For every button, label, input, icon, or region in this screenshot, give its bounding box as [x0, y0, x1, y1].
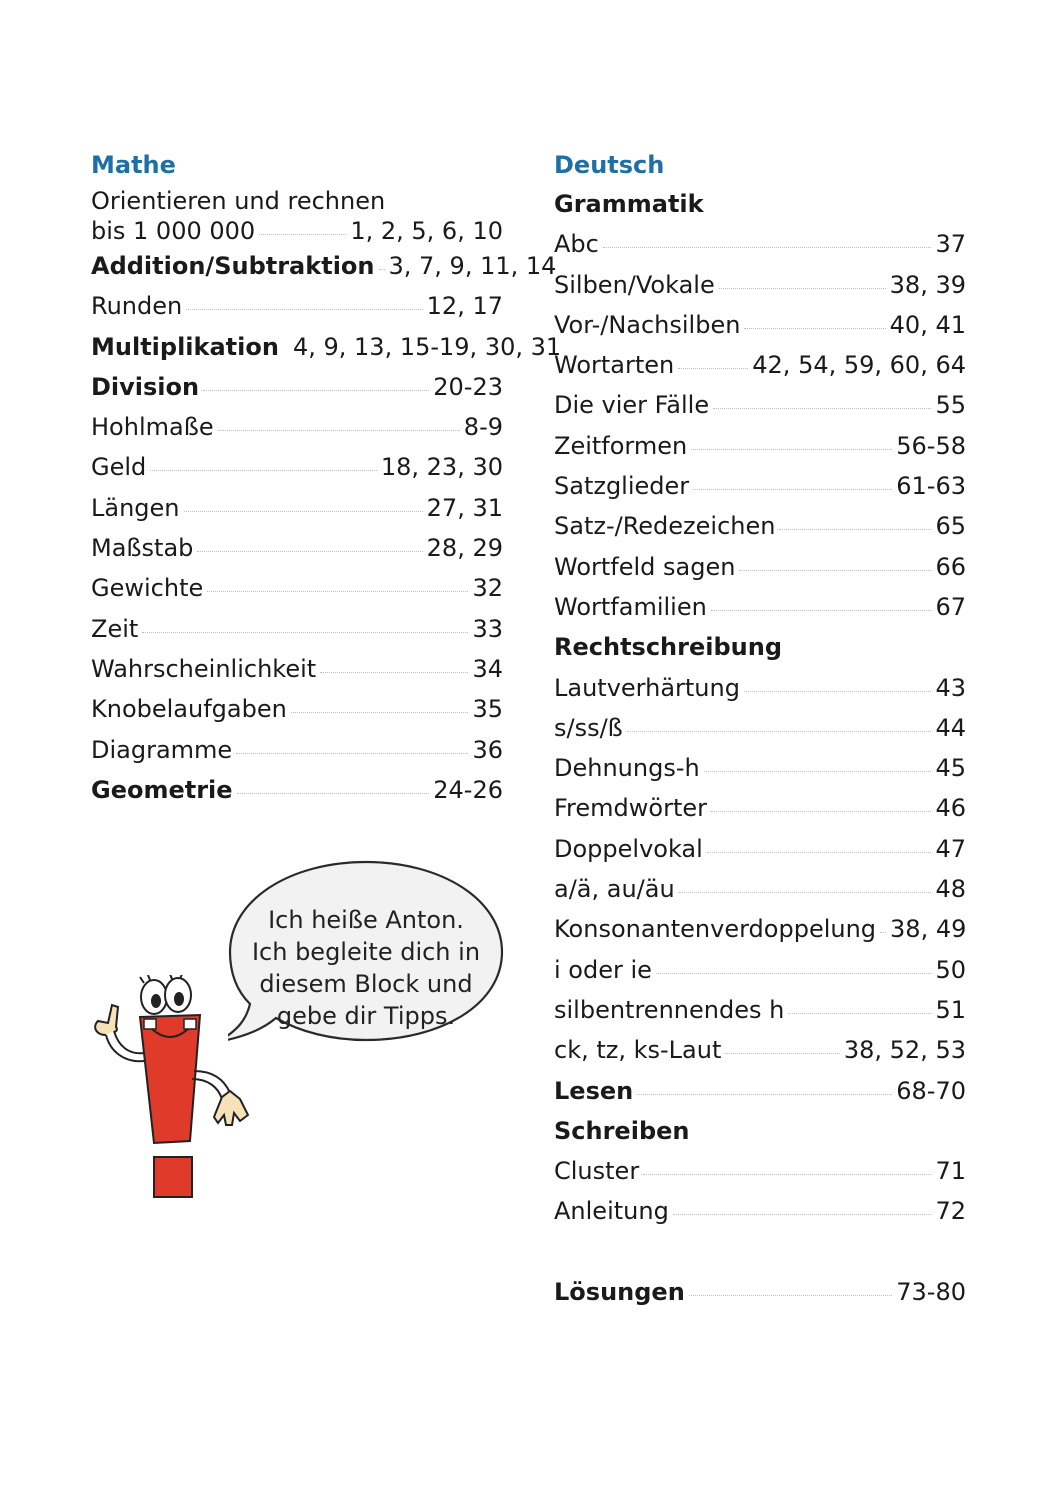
toc-entry-pages: 8-9 [463, 413, 503, 442]
toc-entry-pages: 46 [935, 794, 966, 823]
toc-entry-pages: 3, 7, 9, 11, 14 [388, 252, 557, 280]
dot-leader [150, 470, 377, 471]
dot-leader [637, 1094, 892, 1095]
toc-entry-label: silbentrennendes h [554, 995, 785, 1024]
toc-entry-label: Lautverhärtung [554, 673, 740, 702]
toc-entry-orientieren[interactable] [91, 186, 503, 216]
toc-entry-pages: 55 [935, 391, 966, 420]
dot-leader [203, 390, 429, 391]
toc-entry-diagramme[interactable] [91, 730, 503, 770]
toc-entry[interactable] [554, 345, 966, 385]
toc-entry-orientieren-line2[interactable] [91, 216, 503, 246]
exclamation-mark-mascot-icon [88, 975, 258, 1209]
dot-leader [744, 328, 885, 329]
toc-entry-pages: 38, 39 [889, 270, 966, 299]
toc-entry-label: s/ss/ß [554, 713, 623, 742]
toc-entry-pages: 50 [935, 955, 966, 984]
section-grammatik: Grammatik [554, 190, 704, 218]
toc-entry-laengen[interactable] [91, 488, 503, 528]
toc-entry-pages: 35 [472, 695, 503, 724]
toc-entry[interactable] [554, 788, 966, 828]
toc-entry-pages: 28, 29 [426, 534, 503, 563]
toc-entry-label: Anleitung [554, 1197, 669, 1226]
dot-leader [693, 489, 892, 490]
dot-leader [719, 288, 886, 289]
toc-entry[interactable] [554, 224, 966, 264]
toc-entry-pages: 65 [935, 512, 966, 541]
toc-entry-label: Runden [91, 292, 183, 321]
dot-leader [725, 1053, 839, 1054]
toc-entry-pages: 67 [935, 592, 966, 621]
spacer [554, 1232, 966, 1272]
toc-entry-pages: 48 [935, 875, 966, 904]
toc-entry-pages: 27, 31 [426, 493, 503, 522]
toc-entry-label: Cluster [554, 1157, 640, 1186]
dot-leader [711, 811, 931, 812]
dot-leader [603, 247, 932, 248]
dot-leader [704, 771, 932, 772]
dot-leader [197, 551, 422, 552]
toc-entry-wahrscheinlichkeit[interactable] [91, 649, 503, 689]
toc-entry-label: Doppelvokal [554, 834, 703, 863]
toc-entry[interactable] [554, 547, 966, 587]
bubble-line: Ich heiße Anton. [268, 906, 464, 934]
toc-entry[interactable] [554, 426, 966, 466]
dot-leader [744, 691, 931, 692]
toc-entry-label: Konsonantenverdoppelung [554, 915, 877, 944]
toc-entry[interactable] [554, 668, 966, 708]
toc-entry-hohlmasse[interactable] [91, 407, 503, 447]
dot-leader [379, 269, 385, 270]
mathe-column [91, 146, 562, 810]
dot-leader [656, 973, 932, 974]
speech-bubble-text [228, 904, 504, 1032]
toc-entry-label: Wortfeld sagen [554, 552, 736, 581]
dot-leader [184, 511, 423, 512]
dot-leader [788, 1013, 931, 1014]
deutsch-column [554, 146, 966, 1312]
toc-entry-pages: 44 [935, 713, 966, 742]
toc-entry-label: Wortarten [554, 351, 675, 380]
toc-entry-pages: 34 [472, 654, 503, 683]
toc-entry[interactable] [554, 1151, 966, 1191]
toc-entry-label: Wortfamilien [554, 592, 707, 621]
section-rechtschreibung: Rechtschreibung [554, 633, 783, 662]
toc-entry-label: ck, tz, ks-Laut [554, 1036, 722, 1065]
toc-entry-label: Satzglieder [554, 472, 690, 501]
toc-entry-label: Multiplikation [91, 332, 279, 361]
toc-entry-pages: 36 [472, 735, 503, 764]
toc-entry-label: Satz-/Redezeichen [554, 512, 776, 541]
toc-entry-massstab[interactable] [91, 528, 503, 568]
toc-entry[interactable] [554, 506, 966, 546]
toc-entry-pages: 73-80 [896, 1277, 966, 1306]
toc-entry[interactable] [554, 265, 966, 305]
toc-entry[interactable] [554, 990, 966, 1030]
toc-entry-pages: 45 [935, 754, 966, 783]
toc-entry[interactable] [554, 466, 966, 506]
toc-entry-label: Orientieren und rechnen [91, 187, 386, 215]
toc-entry-pages: 68-70 [896, 1076, 966, 1105]
toc-entry-label: a/ä, au/äu [554, 875, 675, 904]
toc-entry[interactable] [554, 869, 966, 909]
toc-entry[interactable] [554, 305, 966, 345]
toc-entry-loesungen[interactable] [554, 1272, 966, 1312]
toc-entry[interactable] [554, 950, 966, 990]
toc-entry-pages: 61-63 [896, 472, 966, 501]
dot-leader [689, 1295, 892, 1296]
toc-entry-pages: 1, 2, 5, 6, 10 [350, 217, 503, 245]
toc-entry-label: i oder ie [554, 955, 652, 984]
dot-leader [283, 350, 289, 351]
toc-entry-pages: 72 [935, 1197, 966, 1226]
toc-entry-pages: 32 [472, 574, 503, 603]
toc-entry-label: Dehnungs-h [554, 754, 700, 783]
toc-entry-pages: 42, 54, 59, 60, 64 [752, 351, 966, 380]
bubble-line: gebe dir Tipps. [276, 1002, 456, 1030]
toc-entry-label: Division [91, 372, 200, 401]
dot-leader [207, 591, 468, 592]
toc-entry-pages: 47 [935, 834, 966, 863]
toc-entry-pages: 12, 17 [426, 292, 503, 321]
toc-entry-pages: 71 [935, 1157, 966, 1186]
toc-entry-pages: 38, 52, 53 [843, 1036, 966, 1065]
toc-entry-geld[interactable] [91, 447, 503, 487]
dot-leader [880, 932, 886, 933]
mathe-heading: Mathe [91, 151, 176, 179]
toc-entry-division[interactable] [91, 367, 503, 407]
toc-entry-label: Zeit [91, 614, 139, 643]
toc-entry[interactable] [554, 708, 966, 748]
dot-leader [713, 408, 931, 409]
dot-leader [679, 892, 932, 893]
toc-entry-pages: 40, 41 [889, 310, 966, 339]
toc-entry-knobelaufgaben[interactable] [91, 689, 503, 729]
dot-leader [237, 793, 430, 794]
toc-entry-label: Wahrscheinlichkeit [91, 654, 317, 683]
toc-entry-label: Gewichte [91, 574, 204, 603]
toc-entry[interactable] [554, 829, 966, 869]
dot-leader [320, 672, 468, 673]
toc-entry-gewichte[interactable] [91, 568, 503, 608]
toc-entry-label: Vor-/Nachsilben [554, 310, 741, 339]
toc-entry-label: Abc [554, 230, 599, 259]
toc-entry-runden[interactable] [91, 286, 503, 326]
toc-entry-label: Fremdwörter [554, 794, 707, 823]
toc-entry-zeit[interactable] [91, 609, 503, 649]
dot-leader [627, 731, 932, 732]
dot-leader [291, 712, 469, 713]
toc-entry-label: Zeitformen [554, 431, 688, 460]
toc-entry-pages: 18, 23, 30 [380, 453, 503, 482]
dot-leader [673, 1214, 932, 1215]
toc-entry-label: Knobelaufgaben [91, 695, 287, 724]
toc-entry[interactable] [554, 748, 966, 788]
dot-leader [236, 753, 468, 754]
toc-entry-pages: 43 [935, 673, 966, 702]
dot-leader [779, 529, 931, 530]
toc-entry-label: Lesen [554, 1076, 634, 1105]
toc-entry-label: Geld [91, 453, 147, 482]
toc-entry-label: Lösungen [554, 1277, 685, 1306]
toc-entry-label: Silben/Vokale [554, 270, 715, 299]
dot-leader [707, 852, 932, 853]
toc-entry-pages: 37 [935, 230, 966, 259]
dot-leader [186, 309, 422, 310]
toc-entry[interactable] [554, 1030, 966, 1070]
toc-entry[interactable] [554, 587, 966, 627]
dot-leader [259, 234, 346, 235]
bubble-line: diesem Block und [259, 970, 473, 998]
toc-entry-pages: 51 [935, 995, 966, 1024]
dot-leader [218, 430, 460, 431]
toc-entry-label: Längen [91, 493, 180, 522]
toc-entry-pages: 66 [935, 552, 966, 581]
toc-entry-label: Maßstab [91, 534, 194, 563]
toc-entry-pages: 4, 9, 13, 15-19, 30, 31 [292, 332, 562, 361]
toc-entry-addition[interactable] [91, 246, 557, 286]
dot-leader [739, 570, 931, 571]
toc-entry-lesen[interactable] [554, 1071, 966, 1111]
dot-leader [142, 632, 468, 633]
toc-entry-label: Diagramme [91, 735, 233, 764]
toc-entry-geometrie[interactable] [91, 770, 503, 810]
speech-bubble [228, 860, 504, 1040]
toc-entry-multiplikation[interactable] [91, 327, 562, 367]
toc-entry-label: Geometrie [91, 775, 233, 804]
toc-entry-pages: 20-23 [433, 372, 503, 401]
dot-leader [678, 368, 748, 369]
toc-entry-pages: 24-26 [433, 775, 503, 804]
toc-entry-pages: 33 [472, 614, 503, 643]
dot-leader [691, 449, 892, 450]
toc-entry[interactable] [554, 1191, 966, 1231]
toc-entry[interactable] [554, 909, 966, 949]
toc-entry-label: Hohlmaße [91, 413, 214, 442]
dot-leader [711, 610, 932, 611]
bubble-line: Ich begleite dich in [251, 938, 481, 966]
section-schreiben: Schreiben [554, 1116, 690, 1145]
toc-entry-pages: 56-58 [896, 431, 966, 460]
toc-entry[interactable] [554, 385, 966, 425]
toc-entry-label: Addition/Subtraktion [91, 252, 375, 280]
deutsch-heading: Deutsch [554, 151, 665, 179]
dot-leader [643, 1174, 931, 1175]
toc-entry-pages: 38, 49 [890, 915, 967, 944]
toc-entry-label: Die vier Fälle [554, 391, 710, 420]
toc-entry-label: bis 1 000 000 [91, 217, 256, 245]
